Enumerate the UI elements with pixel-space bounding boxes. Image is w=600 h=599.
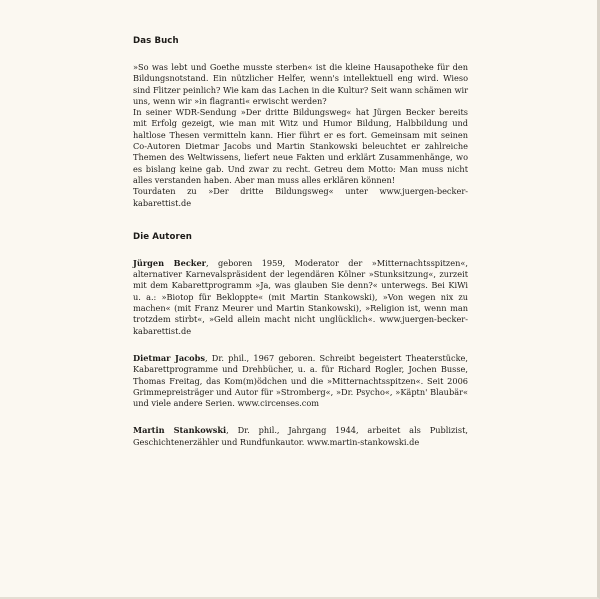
section-die-autoren: [133, 258, 468, 448]
section-heading-die-autoren: Die Autoren: [133, 231, 192, 242]
author-bio-text: , geboren 1959, Moderator der »Mitternachtsspitzen«, alternativer Karnevalspräsident der legendären Kölner »Stunksitzung«, zurzeit mit dem Kabarettprogramm »Ja, was glauben Sie denn?« unterwegs. Bei KiWi u. a.: »Biotop für Bekloppte« (mit Martin Stankowski), »Von wegen nix zu machen« (mit Franz Meurer und Martin Stankowski), »Religion ist, wenn man trotzdem stirbt«, »Geld allein macht nicht unglücklich«. www.juergen-becker-kabarettist.de: [133, 257, 468, 336]
author-bio-jacobs: [133, 353, 468, 409]
buch-paragraph-3: Tourdaten zu »Der dritte Bildungsweg« unter www.juergen-becker-kabarettist.de: [133, 186, 468, 208]
buch-paragraph-1: »So was lebt und Goethe musste sterben« ist die kleine Hausapotheke für den Bildungsnotstand. Ein nützlicher Helfer, wenn's intellektuell eng wird. Wieso sind Flitzer peinlich? Wie kam das Lachen in die Kultur? Seit wann schämen wir uns, wenn wir »in flagranti« erwischt werden?: [133, 62, 468, 106]
buch-paragraph-2: In seiner WDR-Sendung »Der dritte Bildungsweg« hat Jürgen Becker bereits mit Erfolg gezeigt, wie man mit Witz und Humor Bildung, Halbbildung und haltlose Thesen vermitteln kann. Hier führt er es fort. Gemeinsam mit seinen Co-Autoren Dietmar Jacobs und Martin Stankowski beleuchtet er zahlreiche Themen des Weltwissens, liefert neue Fakten und erklärt Zusammenhänge, wo es bislang keine gab. Und zwar zu recht. Getreu dem Motto: Man muss nicht alles verstanden haben. Aber man muss alles erklären können!: [133, 107, 468, 185]
author-name: Martin Stankowski: [133, 425, 227, 436]
author-bio-text: , Dr. phil., Jahrgang 1944, arbeitet als Publizist, Geschichtenerzähler und Rundfunkautor. www.martin-stankowski.de: [133, 425, 468, 447]
section-das-buch: [133, 62, 468, 209]
author-bio-becker: [133, 258, 468, 337]
section-heading-das-buch: Das Buch: [133, 36, 179, 46]
author-name: Dietmar Jacobs: [133, 352, 205, 363]
author-name: Jürgen Becker: [133, 257, 206, 268]
author-bio-text: , Dr. phil., 1967 geboren. Schreibt begeistert Theaterstücke, Kabarettprogramme und Drehbücher, u. a. für Richard Rogler, Jochen Busse, Thomas Freitag, das Kom(m)ödchen und die »Mitternachtsspitzen«. Seit 2006 Grimmepreisträger und Autor für »Stromberg«, »Dr. Psycho«, »Käptn' Blaubär« und viele andere Serien. www.circenses.com: [133, 352, 469, 409]
page-content: [133, 36, 468, 448]
author-bio-stankowski: [133, 425, 468, 448]
